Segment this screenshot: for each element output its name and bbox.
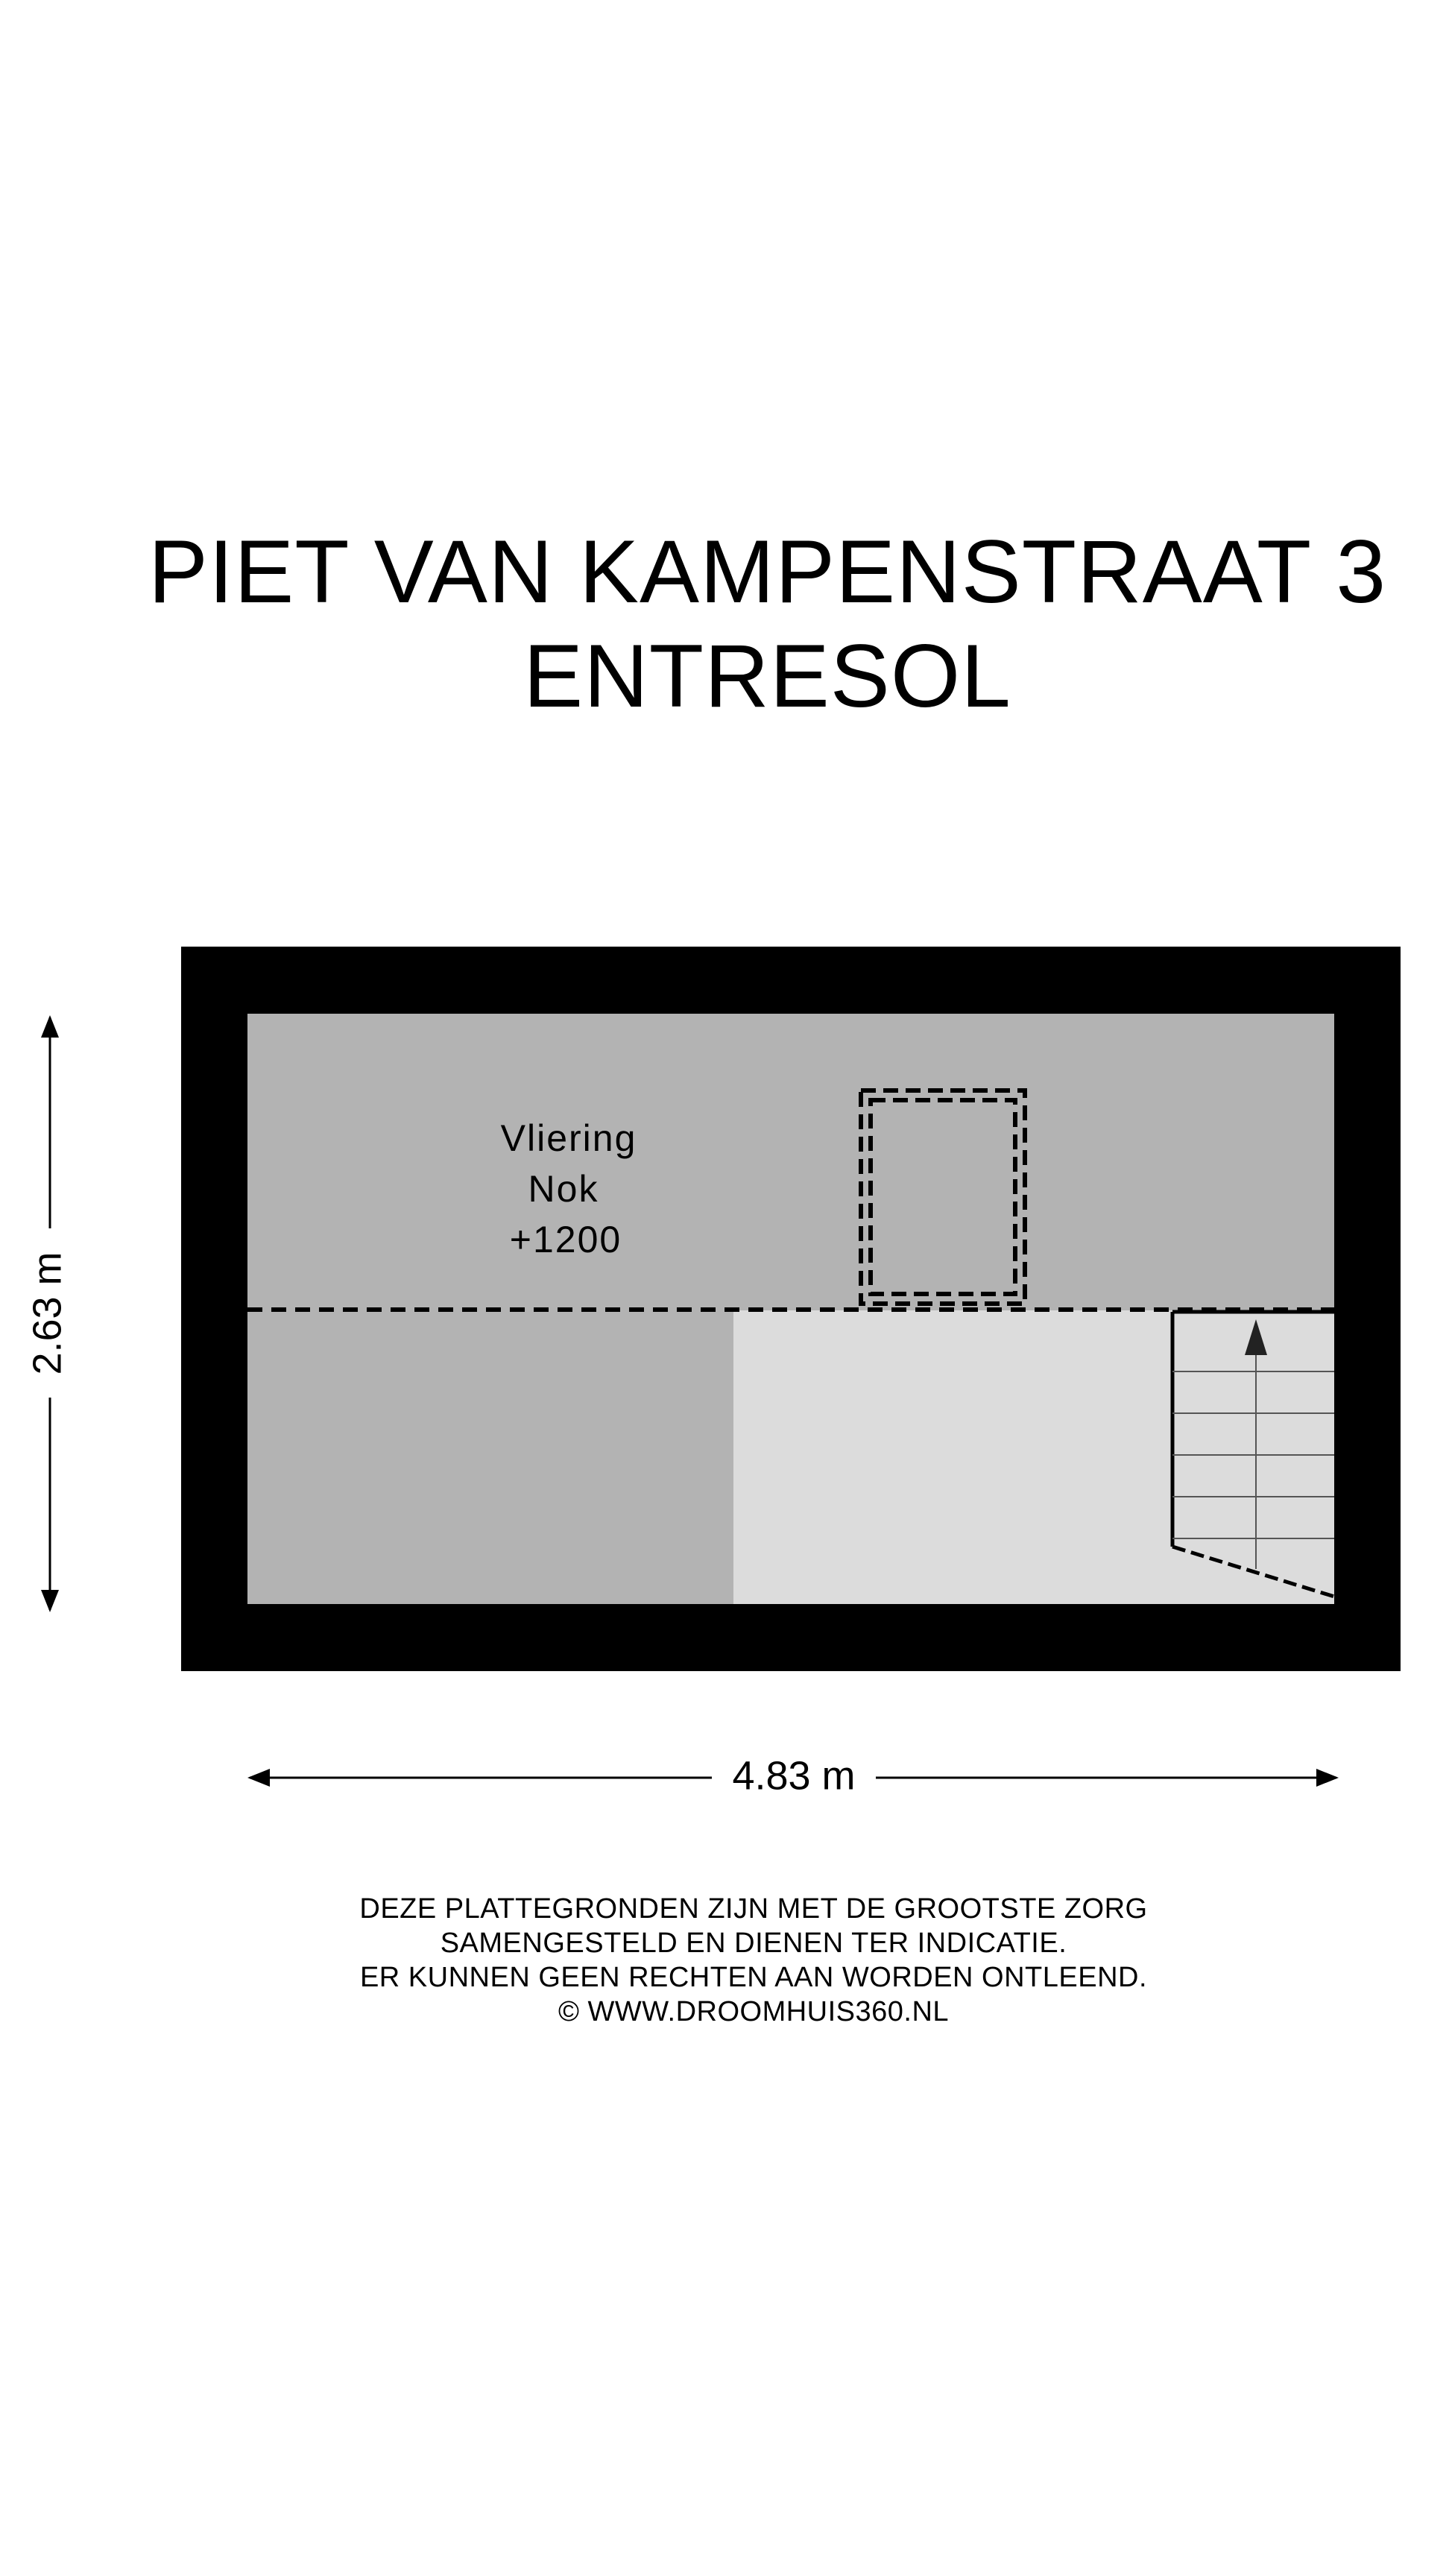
address-title: PIET VAN KAMPENSTRAAT 3 <box>148 522 1387 622</box>
disclaimer-line: SAMENGESTELD EN DIENEN TER INDICATIE. <box>440 1928 1067 1959</box>
ridge-height-label: +1200 <box>509 1219 622 1260</box>
disclaimer-line: DEZE PLATTEGRONDEN ZIJN MET DE GROOTSTE ZORG <box>359 1893 1148 1925</box>
width-dimension <box>250 1753 1336 1798</box>
disclaimer <box>0 1892 1449 2029</box>
height-dimension-label: 2.63 m <box>25 1251 70 1375</box>
copyright-line: © WWW.DROOMHUIS360.NL <box>558 1996 950 2027</box>
open-floor-area <box>733 1310 1334 1604</box>
ridge-label: Nok <box>528 1168 599 1210</box>
room-name-label: Vliering <box>500 1117 637 1159</box>
height-dimension <box>25 1017 69 1610</box>
disclaimer-line: ER KUNNEN GEEN RECHTEN AAN WORDEN ONTLEEND. <box>359 1962 1148 1993</box>
floor-title: ENTRESOL <box>523 626 1011 726</box>
width-dimension-label: 4.83 m <box>732 1753 856 1799</box>
